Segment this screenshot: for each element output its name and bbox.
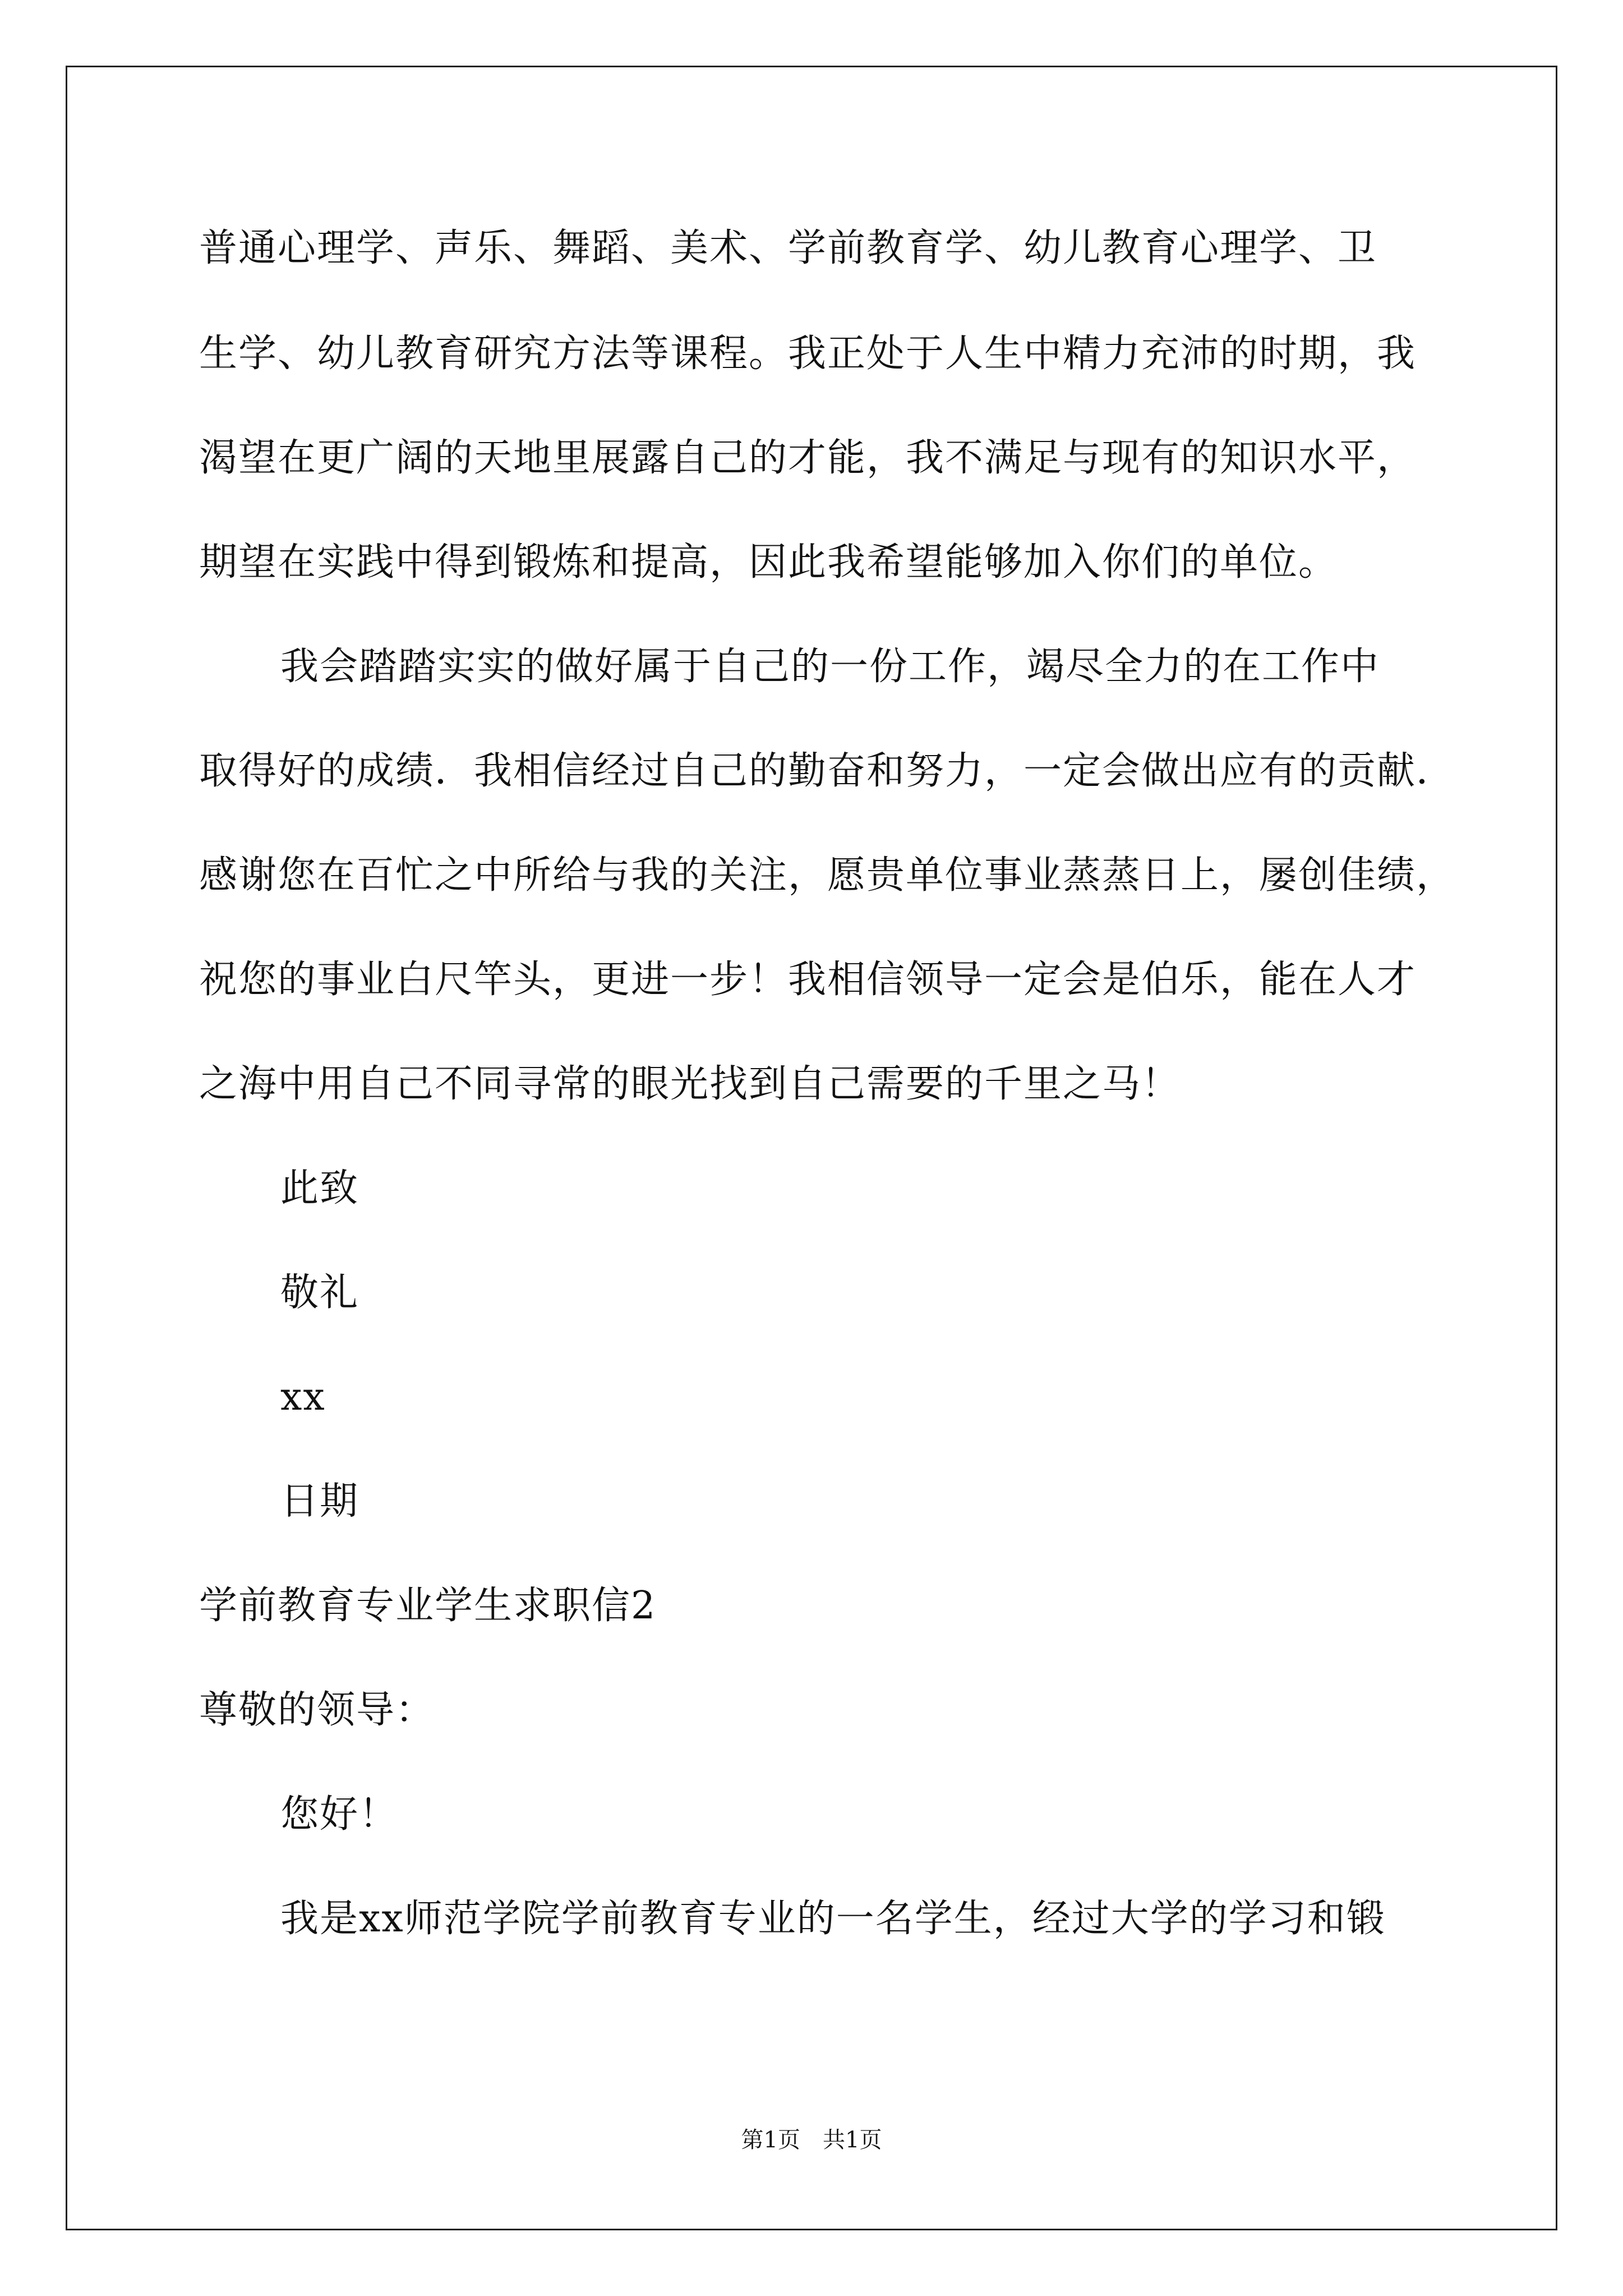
page-footer: 第1页 共1页 xyxy=(741,2127,882,2153)
paragraph-2-line-5: 之海中用自己不同寻常的眼光找到自己需要的千里之马！ xyxy=(199,1062,1181,1106)
paragraph-3-line-1: 我是xx师范学院学前教育专业的一名学生，经过大学的学习和锻 xyxy=(280,1897,1386,1941)
closing-line-2: 敬礼 xyxy=(280,1271,359,1315)
paragraph-1-line-1: 普通心理学、声乐、舞蹈、美术、学前教育学、幼儿教育心理学、卫 xyxy=(199,226,1377,270)
paragraph-2-line-4: 祝您的事业白尺竿头，更进一步！我相信领导一定会是伯乐，能在人才 xyxy=(199,958,1417,1002)
date-line: 日期 xyxy=(280,1479,359,1524)
paragraph-2-line-1: 我会踏踏实实的做好属于自己的一份工作，竭尽全力的在工作中 xyxy=(280,645,1380,689)
paragraph-2-line-2: 取得好的成绩．我相信经过自己的勤奋和努力，一定会做出应有的贡献． xyxy=(199,749,1456,793)
section-title: 学前教育专业学生求职信2 xyxy=(199,1584,657,1628)
greeting: 您好！ xyxy=(280,1792,399,1837)
signature: xx xyxy=(280,1375,326,1419)
closing-line-1: 此致 xyxy=(280,1166,359,1211)
paragraph-2-line-3: 感谢您在百忙之中所给与我的关注，愿贵单位事业蒸蒸日上，屡创佳绩， xyxy=(199,853,1456,898)
paragraph-1-line-4: 期望在实践中得到锻炼和提高，因此我希望能够加入你们的单位。 xyxy=(199,540,1338,585)
salutation: 尊敬的领导： xyxy=(199,1688,435,1732)
paragraph-1-line-2: 生学、幼儿教育研究方法等课程。我正处于人生中精力充沛的时期，我 xyxy=(199,332,1417,376)
paragraph-1-line-3: 渴望在更广阔的天地里展露自己的才能，我不满足与现有的知识水平， xyxy=(199,436,1417,480)
